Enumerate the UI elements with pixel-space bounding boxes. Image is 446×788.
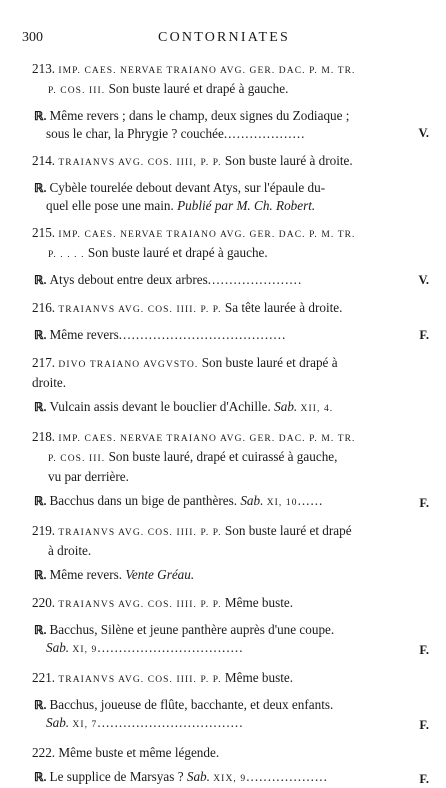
entry-216 [32, 299, 410, 319]
leader-dots: .................................. [97, 715, 244, 730]
plate-reference: XII, 4. [300, 404, 334, 414]
plate-reference: XI, 10 [266, 498, 298, 508]
reverse-symbol: ℝ. [34, 181, 47, 195]
reference-italic: Sab. [46, 640, 70, 655]
reference-italic: Sab. [46, 715, 70, 730]
reverse-219 [34, 566, 414, 584]
reference-italic: Sab. [186, 769, 210, 784]
obverse-legend: TRAIANVS AVG. COS. IIII. P. P. [58, 528, 222, 538]
rarity-mark: F. [419, 643, 429, 657]
entry-220 [32, 594, 410, 614]
catalogue-entries [0, 60, 446, 788]
obverse-legend: TRAIANVS AVG. COS. IIII. P. P. [58, 600, 222, 610]
entry-number: 216. [32, 300, 56, 315]
entry-number: 214. [32, 153, 56, 168]
reverse-description: Atys debout entre deux arbres [49, 272, 208, 287]
obverse-description: Même buste et même légende. [58, 745, 220, 760]
leader-dots: ....................................... [118, 327, 287, 342]
obverse-legend: TRAIANVS AVG. COS. IIII. P. P. [58, 675, 222, 685]
reference-italic: Publié par M. Ch. Robert. [177, 198, 316, 213]
reverse-symbol: ℝ. [34, 568, 47, 582]
entry-number: 221. [32, 670, 56, 685]
reverse-description: Même revers [49, 327, 119, 342]
entry-214 [32, 152, 410, 172]
leader-dots: ................... [246, 769, 328, 784]
reverse-description-cont: quel elle pose une main. [46, 198, 174, 213]
plate-reference: XI, 7 [72, 720, 98, 730]
entry-215 [32, 224, 410, 264]
reverse-description-cont: sous le char, la Phrygie ? couchée [46, 126, 224, 141]
reverse-description: Bacchus, joueuse de flûte, bacchante, et deux enfants. [49, 697, 334, 712]
reverse-description: Même revers ; dans le champ, deux signes du Zodiaque ; [49, 108, 350, 123]
reverse-description: Bacchus dans un bige de panthères. [49, 493, 238, 508]
entry-number: 218. [32, 429, 56, 444]
reverse-symbol: ℝ. [34, 770, 47, 784]
rarity-mark: F. [419, 772, 429, 786]
obverse-description-cont: droite. [32, 375, 67, 390]
plate-reference: XIX, 9 [213, 774, 247, 784]
leader-dots: .................................. [97, 640, 244, 655]
leader-dots: ...................... [207, 272, 303, 287]
running-title: CONTORNIATES [158, 30, 290, 45]
reverse-description: Le supplice de Marsyas ? [49, 769, 184, 784]
entry-217 [32, 354, 410, 391]
rarity-mark: F. [419, 328, 429, 342]
obverse-legend: DIVO TRAIANO AVGVSTO. [58, 360, 199, 370]
reverse-220 [34, 621, 429, 659]
page-number: 300 [22, 30, 43, 45]
obverse-description: Même buste. [224, 595, 294, 610]
obverse-legend-cont: P. COS. III. [48, 454, 106, 464]
obverse-description: Même buste. [224, 670, 294, 685]
entry-218 [32, 428, 410, 485]
reverse-symbol: ℝ. [34, 109, 47, 123]
reverse-215 [34, 271, 429, 289]
obverse-legend: IMP. CAES. NERVAE TRAIANO AVG. GER. DAC. P. M. TR. [58, 66, 356, 76]
obverse-description: Son buste lauré et drapé à gauche. [87, 245, 268, 260]
obverse-description: Son buste lauré et drapé à [201, 355, 338, 370]
rarity-mark: V. [418, 126, 429, 140]
plate-reference: XI, 9 [72, 645, 98, 655]
obverse-description: Son buste lauré et drapé [224, 523, 352, 538]
obverse-legend-cont: P. . . . . [48, 250, 85, 260]
reverse-description: Bacchus, Silène et jeune panthère auprès d'une coupe. [49, 622, 335, 637]
entry-number: 213. [32, 61, 56, 76]
reverse-symbol: ℝ. [34, 273, 47, 287]
leader-dots: ................... [223, 126, 306, 141]
entry-number: 217. [32, 355, 56, 370]
reverse-description: Vulcain assis devant le bouclier d'Achille. [49, 399, 271, 414]
reverse-221 [34, 696, 429, 734]
reverse-217 [34, 398, 414, 418]
entry-number: 215. [32, 225, 56, 240]
reference-italic: Vente Gréau. [125, 567, 195, 582]
leader-dots: ...... [297, 493, 324, 508]
reverse-symbol: ℝ. [34, 494, 47, 508]
reverse-218 [34, 492, 429, 512]
obverse-description: Son buste lauré, drapé et cuirassé à gauche, [108, 449, 338, 464]
obverse-legend: IMP. CAES. NERVAE TRAIANO AVG. GER. DAC. P. M. TR. [58, 434, 356, 444]
reference-italic: Sab. [240, 493, 264, 508]
entry-221 [32, 669, 410, 689]
entry-number: 222. [32, 745, 56, 760]
obverse-legend-cont: P. COS. III. [48, 86, 106, 96]
obverse-description-cont: à droite. [48, 543, 92, 558]
entry-219 [32, 522, 410, 559]
reverse-214 [34, 179, 414, 214]
obverse-legend: TRAIANVS AVG. COS. IIII. P. P. [58, 305, 222, 315]
reverse-description: Même revers. [49, 567, 123, 582]
rarity-mark: F. [419, 718, 429, 732]
rarity-mark: V. [418, 273, 429, 287]
reverse-symbol: ℝ. [34, 400, 47, 414]
rarity-mark: F. [419, 496, 429, 510]
reverse-222 [34, 768, 429, 788]
obverse-description: Son buste lauré et drapé à gauche. [108, 81, 289, 96]
reverse-description: Cybèle tourelée debout devant Atys, sur l'épaule du- [49, 180, 326, 195]
reverse-symbol: ℝ. [34, 698, 47, 712]
page-header [22, 30, 426, 48]
obverse-description: Sa tête laurée à droite. [224, 300, 343, 315]
entry-222 [32, 744, 410, 761]
reverse-213 [34, 107, 429, 142]
entry-number: 219. [32, 523, 56, 538]
reference-italic: Sab. [274, 399, 298, 414]
obverse-description: Son buste lauré à droite. [224, 153, 353, 168]
obverse-legend: IMP. CAES. NERVAE TRAIANO AVG. GER. DAC. P. M. TR. [58, 230, 356, 240]
reverse-216 [34, 326, 429, 344]
entry-213 [32, 60, 410, 100]
reverse-symbol: ℝ. [34, 328, 47, 342]
obverse-legend: TRAIANVS AVG. COS. IIII, P. P. [58, 158, 222, 168]
entry-number: 220. [32, 595, 56, 610]
reverse-symbol: ℝ. [34, 623, 47, 637]
obverse-description-cont: vu par derrière. [48, 469, 129, 484]
